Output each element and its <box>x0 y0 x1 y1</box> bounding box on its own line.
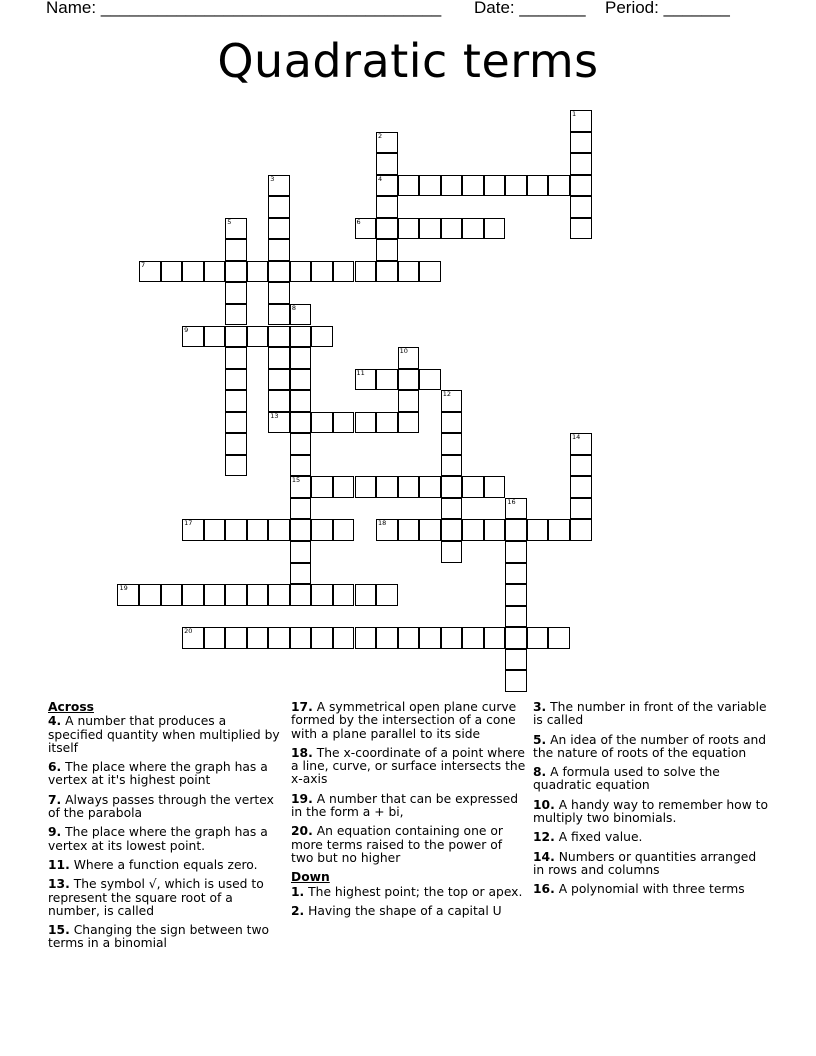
across-heading: Across <box>48 700 94 714</box>
clue-item <box>533 799 769 826</box>
grid-cell[interactable] <box>268 326 290 348</box>
grid-cell[interactable] <box>398 390 420 412</box>
grid-cell[interactable] <box>484 218 506 240</box>
grid-cell[interactable] <box>441 218 463 240</box>
grid-cell[interactable] <box>462 476 484 498</box>
grid-cell[interactable] <box>204 584 226 606</box>
grid-cell[interactable] <box>333 261 355 283</box>
grid-cell[interactable] <box>225 390 247 412</box>
grid-cell[interactable] <box>570 476 592 498</box>
grid-cell[interactable] <box>484 476 506 498</box>
clue-number: 10 <box>399 347 408 356</box>
clue-item <box>533 851 769 878</box>
clue-item-number: 11. <box>48 857 70 872</box>
clue-item <box>48 715 284 755</box>
clue-item-text: An idea of the number of roots and the nature of roots of the equation <box>533 732 767 760</box>
grid-cell[interactable] <box>290 498 312 520</box>
clue-item <box>533 701 769 728</box>
grid-cell[interactable] <box>204 519 226 541</box>
grid-cell[interactable] <box>268 627 290 649</box>
clue-number: 8 <box>291 303 296 312</box>
grid-cell[interactable] <box>398 519 420 541</box>
clue-item-number: 16. <box>533 882 555 897</box>
grid-cell[interactable] <box>290 347 312 369</box>
grid-cell[interactable] <box>225 261 247 283</box>
clue-item-number: 18. <box>291 745 313 760</box>
grid-cell[interactable] <box>333 412 355 434</box>
grid-cell[interactable] <box>268 519 290 541</box>
grid-cell[interactable] <box>204 627 226 649</box>
grid-cell[interactable] <box>247 627 269 649</box>
grid-cell[interactable] <box>441 433 463 455</box>
clue-item <box>533 831 769 844</box>
grid-cell[interactable] <box>570 498 592 520</box>
period-label: Period: <box>605 0 659 17</box>
clue-number: 7 <box>141 260 146 269</box>
grid-cell[interactable] <box>484 175 506 197</box>
clue-item-number: 6. <box>48 760 62 775</box>
clue-number: 3 <box>270 174 275 183</box>
clue-item-number: 20. <box>291 824 313 839</box>
grid-cell[interactable] <box>419 627 441 649</box>
grid-cell[interactable] <box>505 627 527 649</box>
grid-cell[interactable] <box>441 455 463 477</box>
clue-item-text: A number that can be expressed in the form a + bi, <box>291 791 519 820</box>
grid-cell[interactable] <box>290 627 312 649</box>
grid-cell[interactable] <box>570 196 592 218</box>
grid-cell[interactable] <box>182 584 204 606</box>
grid-cell[interactable] <box>225 412 247 434</box>
grid-cell[interactable] <box>311 476 333 498</box>
clue-item <box>48 826 284 853</box>
clue-number: 2 <box>378 131 383 140</box>
clue-item <box>291 793 527 820</box>
clue-item-number: 2. <box>291 903 305 918</box>
grid-cell[interactable] <box>376 239 398 261</box>
grid-cell[interactable] <box>484 627 506 649</box>
grid-cell[interactable] <box>355 584 377 606</box>
clue-item-text: Numbers or quantities arranged in rows and columns <box>533 849 757 877</box>
clue-item <box>291 825 527 865</box>
clue-item <box>291 747 527 787</box>
grid-cell[interactable] <box>204 261 226 283</box>
grid-cell[interactable] <box>462 519 484 541</box>
grid-cell[interactable] <box>333 519 355 541</box>
grid-cell[interactable] <box>419 519 441 541</box>
grid-cell[interactable] <box>290 369 312 391</box>
grid-cell[interactable] <box>462 627 484 649</box>
clue-number: 15 <box>291 476 301 485</box>
grid-cell[interactable] <box>311 261 333 283</box>
clue-item-text: Always passes through the vertex of the parabola <box>48 792 274 821</box>
grid-cell[interactable] <box>548 519 570 541</box>
grid-cell[interactable] <box>355 261 377 283</box>
grid-cell[interactable] <box>419 218 441 240</box>
clue-item-text: The symbol √, which is used to represent the square root of a number, is called <box>48 877 264 918</box>
grid-cell[interactable] <box>268 369 290 391</box>
name-blank[interactable]: ____________________________________ <box>100 0 442 17</box>
clue-item-text: Having the shape of a capital U <box>304 903 502 918</box>
clue-item <box>291 886 527 899</box>
clue-number: 19 <box>119 584 128 593</box>
grid-cell[interactable] <box>505 519 527 541</box>
grid-cell[interactable] <box>398 369 420 391</box>
grid-cell[interactable] <box>290 563 312 585</box>
clue-item-text: The place where the graph has a vertex at its lowest point. <box>48 825 268 853</box>
grid-cell[interactable] <box>204 326 226 348</box>
grid-cell[interactable] <box>484 519 506 541</box>
grid-cell[interactable] <box>225 304 247 326</box>
clue-item <box>48 924 284 951</box>
grid-cell[interactable] <box>268 390 290 412</box>
grid-cell[interactable] <box>355 476 377 498</box>
clue-item-text: Where a function equals zero. <box>69 857 258 872</box>
clue-number: 13 <box>270 411 279 420</box>
grid-cell[interactable] <box>505 649 527 671</box>
grid-cell[interactable] <box>505 584 527 606</box>
grid-cell[interactable] <box>355 412 377 434</box>
grid-cell[interactable] <box>225 239 247 261</box>
grid-cell[interactable] <box>441 175 463 197</box>
grid-cell[interactable] <box>419 476 441 498</box>
grid-cell[interactable] <box>527 627 549 649</box>
grid-cell[interactable] <box>570 218 592 240</box>
clue-item-text: A number that produces a specified quantity when multiplied by itself <box>48 714 280 755</box>
grid-cell[interactable] <box>247 261 269 283</box>
grid-cell[interactable] <box>268 304 290 326</box>
clues-column-1 <box>48 701 284 957</box>
grid-cell[interactable] <box>268 218 290 240</box>
clue-item-number: 4. <box>48 714 62 729</box>
grid-cell[interactable] <box>398 218 420 240</box>
grid-cell[interactable] <box>311 519 333 541</box>
grid-cell[interactable] <box>398 627 420 649</box>
clue-item-text: A fixed value. <box>554 830 643 845</box>
grid-cell[interactable] <box>441 627 463 649</box>
clue-item <box>533 883 769 896</box>
grid-cell[interactable] <box>225 347 247 369</box>
page-title: Quadratic terms <box>217 34 599 88</box>
clue-item-number: 3. <box>533 700 547 714</box>
clue-item-text: The x-coordinate of a point where a line, curve, or surface intersects the x-axis <box>291 745 526 787</box>
clue-item-number: 13. <box>48 877 70 892</box>
grid-cell[interactable] <box>398 412 420 434</box>
clue-item-number: 19. <box>291 791 313 806</box>
grid-cell[interactable] <box>462 218 484 240</box>
grid-cell[interactable] <box>376 412 398 434</box>
grid-cell[interactable] <box>376 627 398 649</box>
clue-item-number: 15. <box>48 923 70 938</box>
grid-cell[interactable] <box>419 175 441 197</box>
clue-number: 18 <box>378 519 387 528</box>
clue-number: 14 <box>572 433 581 442</box>
clue-number: 12 <box>442 390 451 399</box>
grid-cell[interactable] <box>398 476 420 498</box>
grid-cell[interactable] <box>376 369 398 391</box>
clue-item <box>48 761 284 788</box>
grid-cell[interactable] <box>398 261 420 283</box>
grid-cell[interactable] <box>182 261 204 283</box>
clue-item-text: A formula used to solve the quadratic equation <box>533 765 720 793</box>
clues-column-3 <box>533 701 769 903</box>
clue-item-number: 7. <box>48 792 62 807</box>
grid-cell[interactable] <box>333 584 355 606</box>
clue-item-text: The highest point; the top or apex. <box>304 884 523 899</box>
grid-cell[interactable] <box>376 261 398 283</box>
grid-cell[interactable] <box>311 584 333 606</box>
grid-cell[interactable] <box>311 326 333 348</box>
clue-number: 4 <box>378 174 383 183</box>
grid-cell[interactable] <box>311 627 333 649</box>
clue-item <box>533 766 769 793</box>
clue-number: 16 <box>507 497 516 506</box>
grid-cell[interactable] <box>225 282 247 304</box>
clue-number: 1 <box>572 110 577 118</box>
grid-cell[interactable] <box>570 455 592 477</box>
down-heading: Down <box>291 870 330 885</box>
grid-cell[interactable] <box>290 261 312 283</box>
grid-cell[interactable] <box>505 175 527 197</box>
grid-cell[interactable] <box>290 519 312 541</box>
grid-cell[interactable] <box>290 541 312 563</box>
date-label: Date: <box>474 0 515 17</box>
grid-cell[interactable] <box>161 584 183 606</box>
clue-item-number: 10. <box>533 797 555 812</box>
clue-number: 20 <box>184 627 193 636</box>
grid-cell[interactable] <box>570 153 592 175</box>
grid-cell[interactable] <box>441 498 463 520</box>
name-label: Name: <box>46 0 97 17</box>
grid-cell[interactable] <box>225 584 247 606</box>
grid-cell[interactable] <box>570 175 592 197</box>
clues-column-2 <box>291 701 527 924</box>
grid-cell[interactable] <box>570 519 592 541</box>
grid-cell[interactable] <box>247 584 269 606</box>
clue-number: 9 <box>184 325 189 334</box>
clue-item <box>48 859 284 872</box>
grid-cell[interactable] <box>505 606 527 628</box>
grid-cell[interactable] <box>139 584 161 606</box>
grid-cell[interactable] <box>441 476 463 498</box>
grid-cell[interactable] <box>161 261 183 283</box>
clue-item-text: An equation containing one or more terms raised to the power of two but no higher <box>291 824 503 865</box>
grid-cell[interactable] <box>290 412 312 434</box>
grid-cell[interactable] <box>376 584 398 606</box>
grid-cell[interactable] <box>311 412 333 434</box>
grid-cell[interactable] <box>333 627 355 649</box>
grid-cell[interactable] <box>548 627 570 649</box>
clue-item-text: A handy way to remember how to multiply two binomials. <box>533 797 769 826</box>
grid-cell[interactable] <box>419 261 441 283</box>
clue-item-number: 17. <box>291 700 313 714</box>
grid-cell[interactable] <box>398 175 420 197</box>
grid-cell[interactable] <box>268 196 290 218</box>
grid-cell[interactable] <box>376 476 398 498</box>
grid-cell[interactable] <box>570 132 592 154</box>
grid-cell[interactable] <box>268 282 290 304</box>
clue-item-number: 5. <box>533 732 547 747</box>
date-blank[interactable]: _______ <box>519 0 586 17</box>
grid-cell[interactable] <box>225 519 247 541</box>
clue-number: 6 <box>356 217 361 226</box>
grid-cell[interactable] <box>376 153 398 175</box>
grid-cell[interactable] <box>441 519 463 541</box>
grid-cell[interactable] <box>505 563 527 585</box>
clue-item-number: 8. <box>533 765 547 780</box>
grid-cell[interactable] <box>505 541 527 563</box>
clue-item-text: A polynomial with three terms <box>554 882 745 897</box>
grid-cell[interactable] <box>268 261 290 283</box>
grid-cell[interactable] <box>290 390 312 412</box>
grid-cell[interactable] <box>225 433 247 455</box>
grid-cell[interactable] <box>441 541 463 563</box>
clue-item-text: Changing the sign between two terms in a binomial <box>48 923 270 951</box>
grid-cell[interactable] <box>247 326 269 348</box>
grid-cell[interactable] <box>419 369 441 391</box>
grid-cell[interactable] <box>268 347 290 369</box>
grid-cell[interactable] <box>225 627 247 649</box>
clue-number: 17 <box>184 519 193 528</box>
clue-item-number: 12. <box>533 830 555 845</box>
grid-cell[interactable] <box>247 519 269 541</box>
grid-cell[interactable] <box>548 175 570 197</box>
grid-cell[interactable] <box>505 670 527 692</box>
grid-cell[interactable] <box>355 627 377 649</box>
clue-number: 5 <box>227 217 232 226</box>
clue-item-number: 9. <box>48 825 62 840</box>
grid-cell[interactable] <box>225 455 247 477</box>
grid-cell[interactable] <box>225 369 247 391</box>
grid-cell[interactable] <box>376 196 398 218</box>
grid-cell[interactable] <box>268 239 290 261</box>
grid-cell[interactable] <box>527 175 549 197</box>
grid-cell[interactable] <box>376 218 398 240</box>
grid-cell[interactable] <box>527 519 549 541</box>
grid-cell[interactable] <box>290 584 312 606</box>
grid-cell[interactable] <box>441 412 463 434</box>
grid-cell[interactable] <box>462 175 484 197</box>
clue-item <box>291 905 527 918</box>
period-blank[interactable]: _______ <box>663 0 730 17</box>
clue-item-number: 14. <box>533 849 555 864</box>
clue-item <box>48 878 284 918</box>
clue-item-text: The number in front of the variable is called <box>533 700 767 728</box>
grid-cell[interactable] <box>290 326 312 348</box>
clue-item-text: A symmetrical open plane curve formed by the intersection of a cone with a plane parallel to its side <box>291 700 517 741</box>
grid-cell[interactable] <box>268 584 290 606</box>
clue-item-number: 1. <box>291 884 305 899</box>
clue-item <box>533 734 769 761</box>
grid-cell[interactable] <box>333 476 355 498</box>
clue-item <box>48 794 284 821</box>
grid-cell[interactable] <box>290 455 312 477</box>
clue-item <box>291 701 527 741</box>
grid-cell[interactable] <box>290 433 312 455</box>
clue-number: 11 <box>356 368 365 377</box>
clue-item-text: The place where the graph has a vertex at it's highest point <box>48 760 268 788</box>
grid-cell[interactable] <box>225 326 247 348</box>
